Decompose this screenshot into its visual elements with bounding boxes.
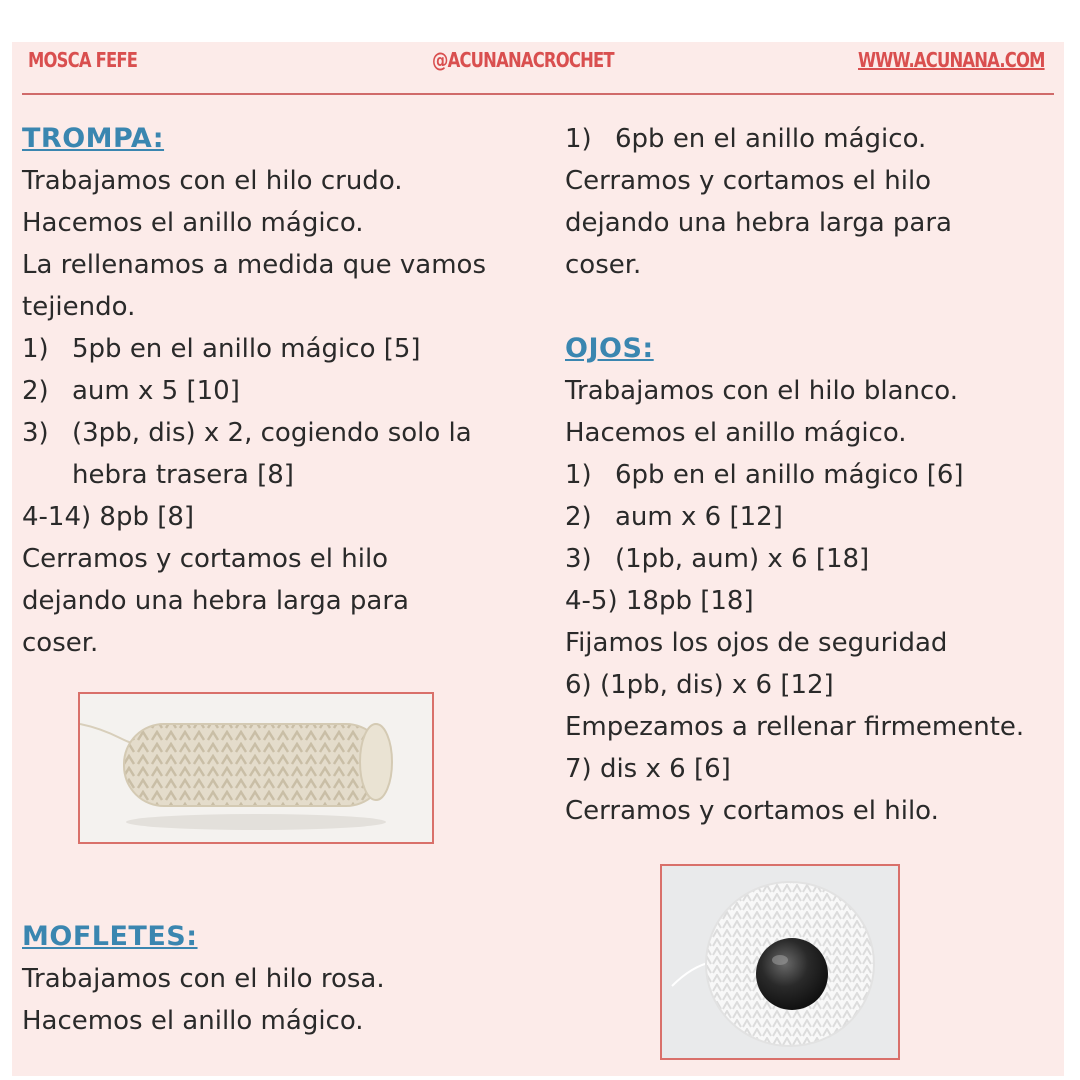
ojos-line: Cerramos y cortamos el hilo. — [565, 796, 939, 826]
trompa-round — [22, 328, 542, 370]
ojos-heading: OJOS: — [565, 333, 654, 364]
mofletes-closing-line: Cerramos y cortamos el hilo — [565, 166, 932, 196]
round-text: 5pb en el anillo mágico [5] — [72, 334, 421, 364]
round-text: (3pb, dis) x 2, cogiendo solo la — [72, 418, 472, 448]
trompa-round-range: 4-14) 8pb [8] — [22, 502, 195, 532]
ojos-line: 4-5) 18pb [18] — [565, 586, 754, 616]
mofletes-heading: MOFLETES: — [22, 921, 198, 952]
trompa-intro-line: La rellenamos a medida que vamos — [22, 250, 486, 280]
trompa-closing-line: Cerramos y cortamos el hilo — [22, 544, 389, 574]
crochet-eye-image — [662, 866, 898, 1058]
instagram-handle: @ACUNANACROCHET — [432, 48, 614, 72]
round-number: 1) — [565, 124, 592, 154]
ojos-photo — [660, 864, 900, 1060]
round-number: 2) — [565, 502, 592, 532]
trompa-round-continuation: hebra trasera [8] — [72, 460, 294, 490]
trompa-intro-line: tejiendo. — [22, 292, 136, 322]
round-text: aum x 5 [10] — [72, 376, 240, 406]
ojos-round — [565, 496, 1070, 538]
mofletes-section — [22, 916, 542, 1042]
pattern-title: MOSCA FEFE — [28, 48, 138, 72]
ojos-line: Empezamos a rellenar firmemente. — [565, 712, 1025, 742]
round-text: aum x 6 [12] — [615, 502, 783, 532]
ojos-line: Fijamos los ojos de seguridad — [565, 628, 948, 658]
spacer — [565, 286, 1070, 328]
trompa-heading: TROMPA: — [22, 123, 165, 154]
ojos-intro-line: Trabajamos con el hilo blanco. — [565, 376, 958, 406]
website-link[interactable]: WWW.ACUNANA.COM — [858, 48, 1045, 72]
mofletes-intro-line: Trabajamos con el hilo rosa. — [22, 964, 385, 994]
round-text: 6pb en el anillo mágico [6] — [615, 460, 964, 490]
trompa-intro-line: Trabajamos con el hilo crudo. — [22, 166, 403, 196]
ojos-line: 6) (1pb, dis) x 6 [12] — [565, 670, 834, 700]
mofletes-intro-line: Hacemos el anillo mágico. — [22, 1006, 364, 1036]
round-number: 1) — [22, 334, 49, 364]
header-divider — [22, 93, 1054, 95]
trompa-round — [22, 370, 542, 412]
round-text: 6pb en el anillo mágico. — [615, 124, 927, 154]
round-number: 3) — [22, 418, 49, 448]
mofletes-closing-line: dejando una hebra larga para — [565, 208, 952, 238]
ojos-line: 7) dis x 6 [6] — [565, 754, 731, 784]
round-number: 2) — [22, 376, 49, 406]
round-text: (1pb, aum) x 6 [18] — [615, 544, 870, 574]
trompa-closing-line: dejando una hebra larga para — [22, 586, 409, 616]
right-column — [565, 118, 1070, 832]
round-number: 3) — [565, 544, 592, 574]
trompa-intro-line: Hacemos el anillo mágico. — [22, 208, 364, 238]
ojos-intro-line: Hacemos el anillo mágico. — [565, 418, 907, 448]
trompa-round — [22, 412, 542, 454]
crochet-tube-image — [80, 694, 432, 842]
left-column — [22, 118, 542, 664]
round-number: 1) — [565, 460, 592, 490]
ojos-round — [565, 454, 1070, 496]
trompa-closing-line: coser. — [22, 628, 99, 658]
ojos-round — [565, 538, 1070, 580]
trompa-photo — [78, 692, 434, 844]
mofletes-round — [565, 118, 1070, 160]
mofletes-closing-line: coser. — [565, 250, 642, 280]
